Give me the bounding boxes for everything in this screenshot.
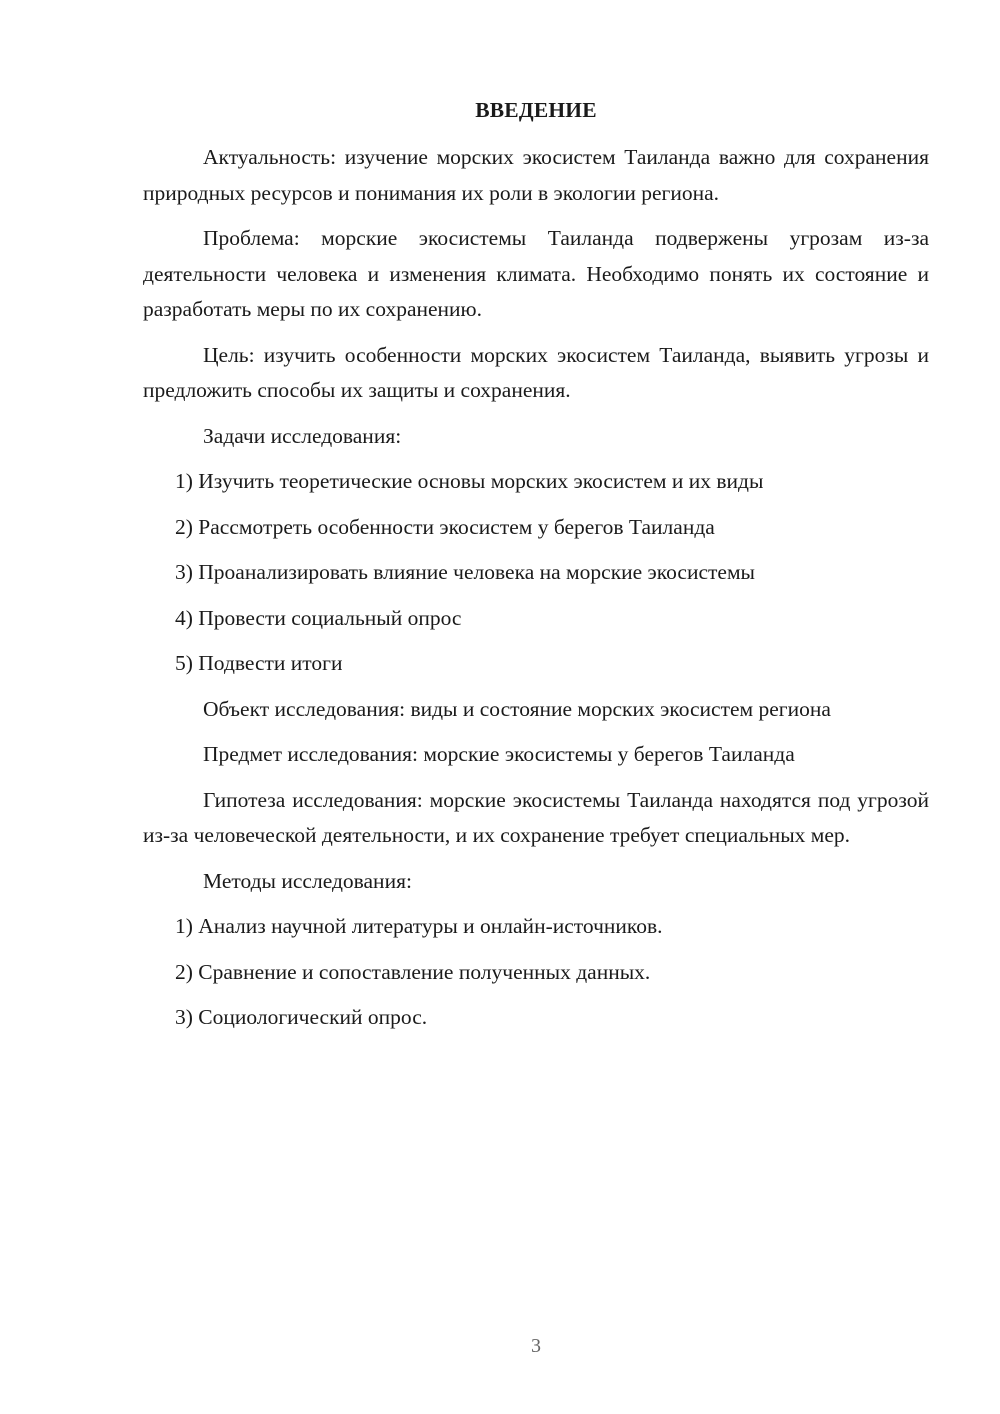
tasks-list bbox=[143, 464, 929, 682]
problem-paragraph: Проблема: морские экосистемы Таиланда подвержены угрозам из-за деятельности человека и изменения климата. Необходимо понять их состояние и разработать меры по их сохранению. bbox=[143, 226, 929, 321]
subject-paragraph: Предмет исследования: морские экосистемы у берегов Таиланда bbox=[203, 742, 795, 766]
method-item: 1) Анализ научной литературы и онлайн-источников. bbox=[175, 914, 663, 938]
task-item: 4) Провести социальный опрос bbox=[175, 605, 462, 630]
goal-paragraph: Цель: изучить особенности морских экосистем Таиланда, выявить угрозы и предложить способы их защиты и сохранения. bbox=[143, 342, 929, 402]
methods-heading: Методы исследования: bbox=[203, 868, 412, 893]
method-item: 2) Сравнение и сопоставление полученных данных. bbox=[175, 959, 651, 984]
page-title: ВВЕДЕНИЕ bbox=[475, 98, 597, 122]
tasks-heading: Задачи исследования: bbox=[203, 423, 402, 448]
method-item: 3) Социологический опрос. bbox=[175, 1005, 428, 1029]
task-item: 2) Рассмотреть особенности экосистем у берегов Таиланда bbox=[175, 514, 715, 539]
hypothesis-paragraph: Гипотеза исследования: морские экосистемы Таиланда находятся под угрозой из-за человеческой деятельности, и их сохранение требует специальных мер. bbox=[143, 787, 929, 847]
page-number: 3 bbox=[531, 1335, 541, 1357]
task-item: 5) Подвести итоги bbox=[175, 651, 343, 675]
relevance-paragraph: Актуальность: изучение морских экосистем Таиланда важно для сохранения природных ресурсов и понимания их роли в экологии региона. bbox=[143, 145, 929, 205]
task-item: 1) Изучить теоретические основы морских экосистем и их виды bbox=[175, 469, 764, 493]
methods-list bbox=[143, 909, 929, 1036]
task-item: 3) Проанализировать влияние человека на морские экосистемы bbox=[175, 560, 756, 584]
page-content bbox=[143, 140, 929, 1046]
object-paragraph: Объект исследования: виды и состояние морских экосистем региона bbox=[203, 696, 831, 721]
